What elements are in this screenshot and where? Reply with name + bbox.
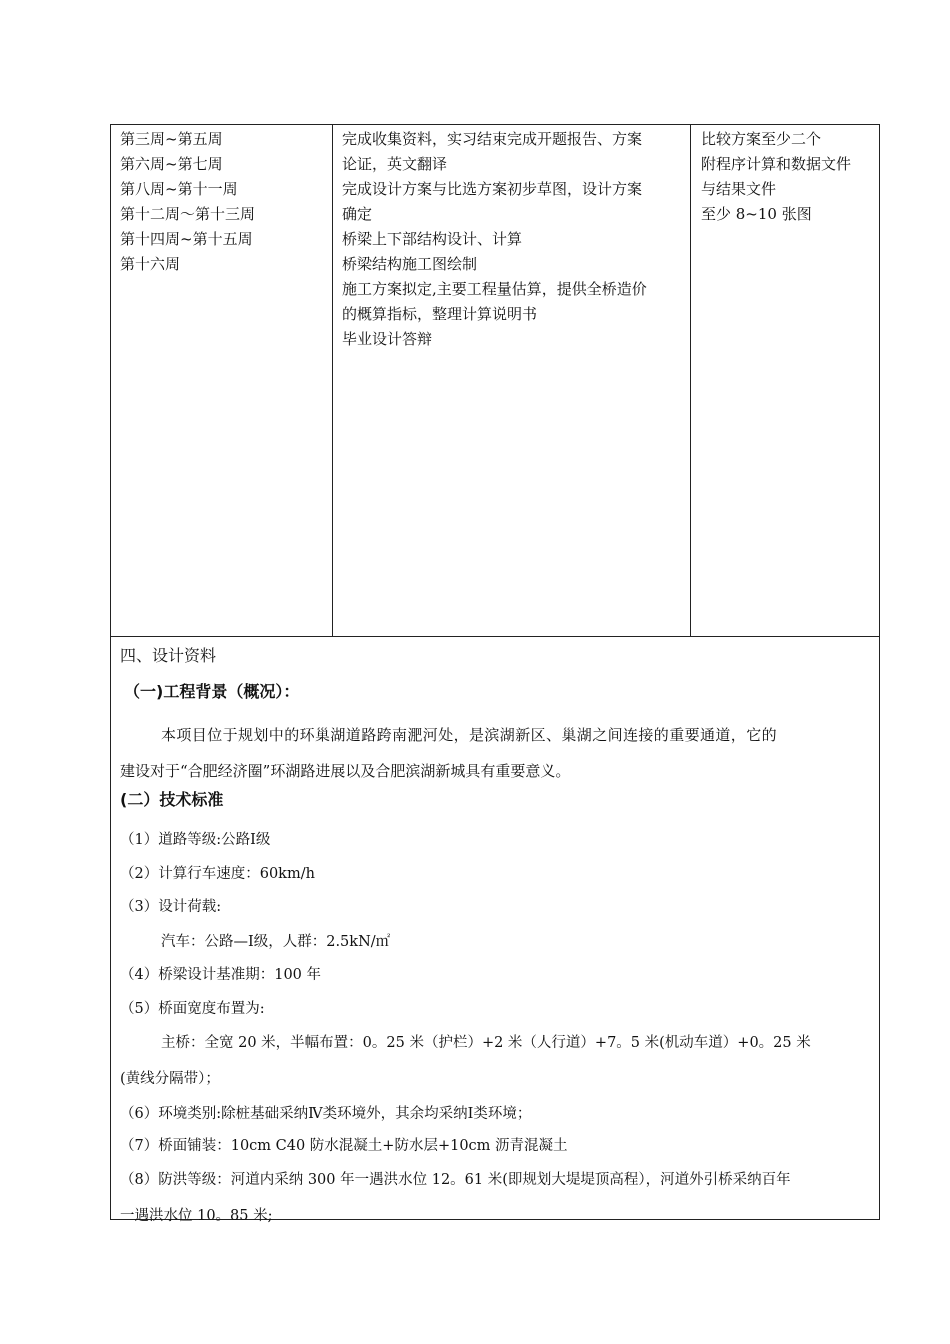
weeks-column: [111, 125, 333, 636]
standard-item: （8）防洪等级：河道内采纳 300 年一遇洪水位 12。61 米(即规划大堤堤顶高程），河道外引桥采纳百年: [120, 1172, 791, 1188]
task-table: [110, 124, 880, 1224]
standard-item: 汽车：公路—Ⅰ级，人群：2.5kN/㎡: [161, 934, 391, 950]
section-title: 四、设计资料: [120, 646, 217, 665]
standard-item: （2）计算行车速度：60km/h: [120, 866, 315, 882]
tasks-column: [333, 125, 691, 636]
standard-item: （5）桥面宽度布置为:: [120, 1001, 265, 1017]
standard-item: （1）道路等级:公路Ⅰ级: [120, 832, 271, 848]
requirement-line: 附程序计算和数据文件: [701, 155, 852, 173]
standard-item: 主桥：全宽 20 米，半幅布置：0。25 米（护栏）+2 米（人行道）+7。5 米(机动车道）+0。25 米: [161, 1035, 811, 1051]
requirement-line: 比较方案至少二个: [701, 130, 822, 148]
requirement-line: 与结果文件: [701, 180, 777, 198]
week-line: 第十四周~第十五周: [120, 230, 253, 248]
standard-item: (黄线分隔带）；: [120, 1071, 220, 1087]
week-line: 第十六周: [120, 255, 181, 273]
background-heading: （一)工程背景（概况）：: [124, 682, 300, 701]
task-line: 完成设计方案与比选方案初步草图，设计方案: [342, 180, 643, 198]
standard-item: （6）环境类别:除桩基础采纳Ⅳ类环境外，其余均采纳Ⅰ类环境；: [120, 1106, 532, 1122]
task-line: 桥梁结构施工图绘制: [342, 255, 478, 273]
standard-item: 一遇洪水位 10。85 米;: [120, 1208, 273, 1224]
standard-item: （7）桥面铺装：10cm C40 防水混凝土+防水层+10cm 沥青混凝土: [120, 1138, 568, 1154]
week-line: 第六周~第七周: [120, 155, 223, 173]
background-paragraph: [120, 717, 872, 789]
standard-item: （4）桥梁设计基准期：100 年: [120, 967, 322, 983]
requirement-line: 至少 8~10 张图: [701, 205, 812, 223]
week-line: 第三周~第五周: [120, 130, 223, 148]
task-line: 施工方案拟定,主要工程量估算，提供全桥造价: [342, 280, 647, 298]
requirements-column: [691, 125, 879, 636]
schedule-row: [111, 125, 879, 637]
week-line: 第十二周～第十三周: [120, 205, 256, 223]
standard-item: （3）设计荷载:: [120, 899, 222, 915]
task-line: 的概算指标，整理计算说明书: [342, 305, 538, 323]
task-line: 论证，英文翻译: [342, 155, 448, 173]
background-line: 本项目位于规划中的环巢湖道路跨南淝河处，是滨湖新区、巢湖之间连接的重要通道，它的: [161, 726, 778, 744]
task-line: 确定: [342, 205, 373, 223]
standards-heading: (二）技术标准: [120, 790, 224, 809]
task-line: 完成收集资料，实习结束完成开题报告、方案: [342, 130, 643, 148]
week-line: 第八周~第十一周: [120, 180, 238, 198]
task-line: 毕业设计答辩: [342, 330, 433, 348]
background-line: 建设对于“合肥经济圈”环湖路进展以及合肥滨湖新城具有重要意义。: [120, 762, 571, 780]
task-line: 桥梁上下部结构设计、计算: [342, 230, 523, 248]
